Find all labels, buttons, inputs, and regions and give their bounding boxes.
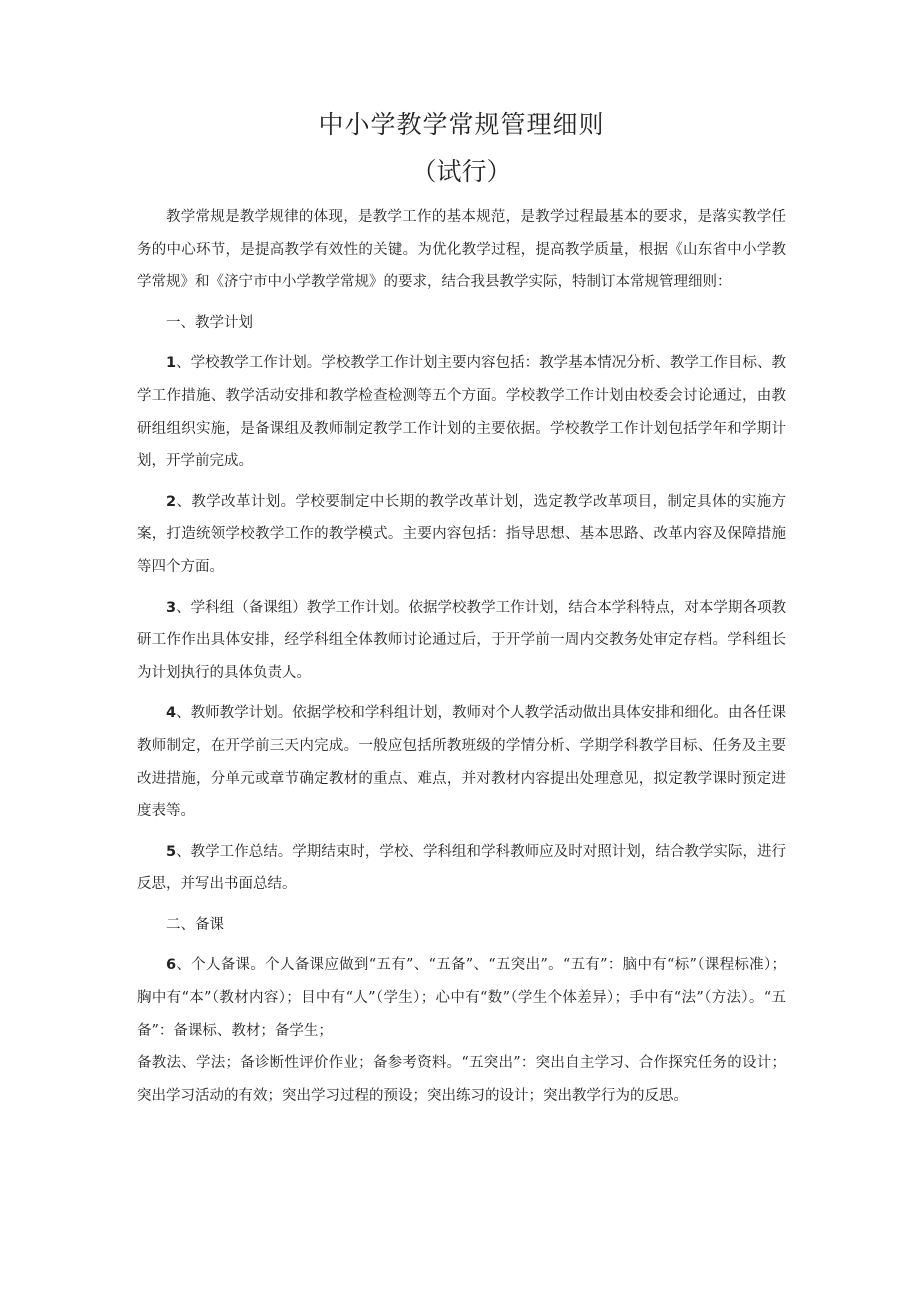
item-5-paragraph bbox=[137, 836, 786, 901]
item-2-paragraph bbox=[137, 486, 786, 584]
item-text: 、教学工作总结。学期结束时，学校、学科组和学科教师应及时对照计划，结合教学实际，进行反思，并写出书面总结。 bbox=[137, 843, 786, 893]
item-text: 、学科组（备课组）教学工作计划。依据学校教学工作计划，结合本学科特点，对本学期各项教研工作作出具体安排，经学科组全体教师讨论通过后，于开学前一周内交教务处审定存档。学科组长为计划执行的具体负责人。 bbox=[137, 599, 786, 681]
item-number: 6 bbox=[166, 957, 177, 974]
document-title: 中小学教学常规管理细则 bbox=[318, 110, 605, 139]
section-heading-teaching-plan: 一、教学计划 bbox=[166, 314, 253, 331]
item-3-paragraph bbox=[137, 592, 786, 690]
section-heading-lesson-prep: 二、备课 bbox=[166, 916, 224, 933]
item-number: 1 bbox=[166, 355, 177, 372]
item-number: 3 bbox=[166, 599, 177, 616]
item-text: 、学校教学工作计划。学校教学工作计划主要内容包括：教学基本情况分析、教学工作目标、教学工作措施、教学活动安排和教学检查检测等五个方面。学校教学工作计划由校委会讨论通过，由教研组组织实施，是备课组及教师制定教学工作计划的主要依据。学校教学工作计划包括学年和学期计划，开学前完成。 bbox=[137, 355, 786, 470]
item-4-paragraph bbox=[137, 697, 786, 827]
item-number: 2 bbox=[166, 493, 177, 510]
item-6-paragraph bbox=[137, 949, 786, 1047]
document-subtitle: （试行） bbox=[411, 157, 512, 186]
item-number: 4 bbox=[166, 705, 177, 722]
item-text: 、个人备课。个人备课应做到“五有”、“五备”、“五突出”。“五有”：脑中有“标”（课程标准）；胸中有“本”（教材内容）；目中有“人”（学生）；心中有“数”（学生个体差异）；手中有“法”（方法）。“五备”：备课标、教材；备学生； bbox=[137, 957, 786, 1039]
item-text: 、教学改革计划。学校要制定中长期的教学改革计划，选定教学改革项目，制定具体的实施方案，打造统领学校教学工作的教学模式。主要内容包括：指导思想、基本思路、改革内容及保障措施等四个方面。 bbox=[137, 493, 786, 575]
intro-paragraph: 教学常规是教学规律的体现，是教学工作的基本规范，是教学过程最基本的要求，是落实教学任务的中心环节，是提高教学有效性的关键。为优化教学过程，提高教学质量，根据《山东省中小学教学常规》和《济宁市中小学教学常规》的要求，结合我县教学实际，特制订本常规管理细则： bbox=[137, 209, 786, 291]
item-number: 5 bbox=[166, 843, 177, 860]
item-text: 、教师教学计划。依据学校和学科组计划，教师对个人教学活动做出具体安排和细化。由各任课教师制定，在开学前三天内完成。一般应包括所教班级的学情分析、学期学科教学目标、任务及主要改进措施，分单元或章节确定教材的重点、难点，并对教材内容提出处理意见，拟定教学课时预定进度表等。 bbox=[137, 705, 786, 820]
item-1-paragraph bbox=[137, 347, 786, 477]
item-6-continuation: 备教法、学法；备诊断性评价作业；备参考资料。“五突出”：突出自主学习、合作探究任务的设计；突出学习活动的有效；突出学习过程的预设；突出练习的设计；突出教学行为的反思。 bbox=[137, 1055, 786, 1104]
